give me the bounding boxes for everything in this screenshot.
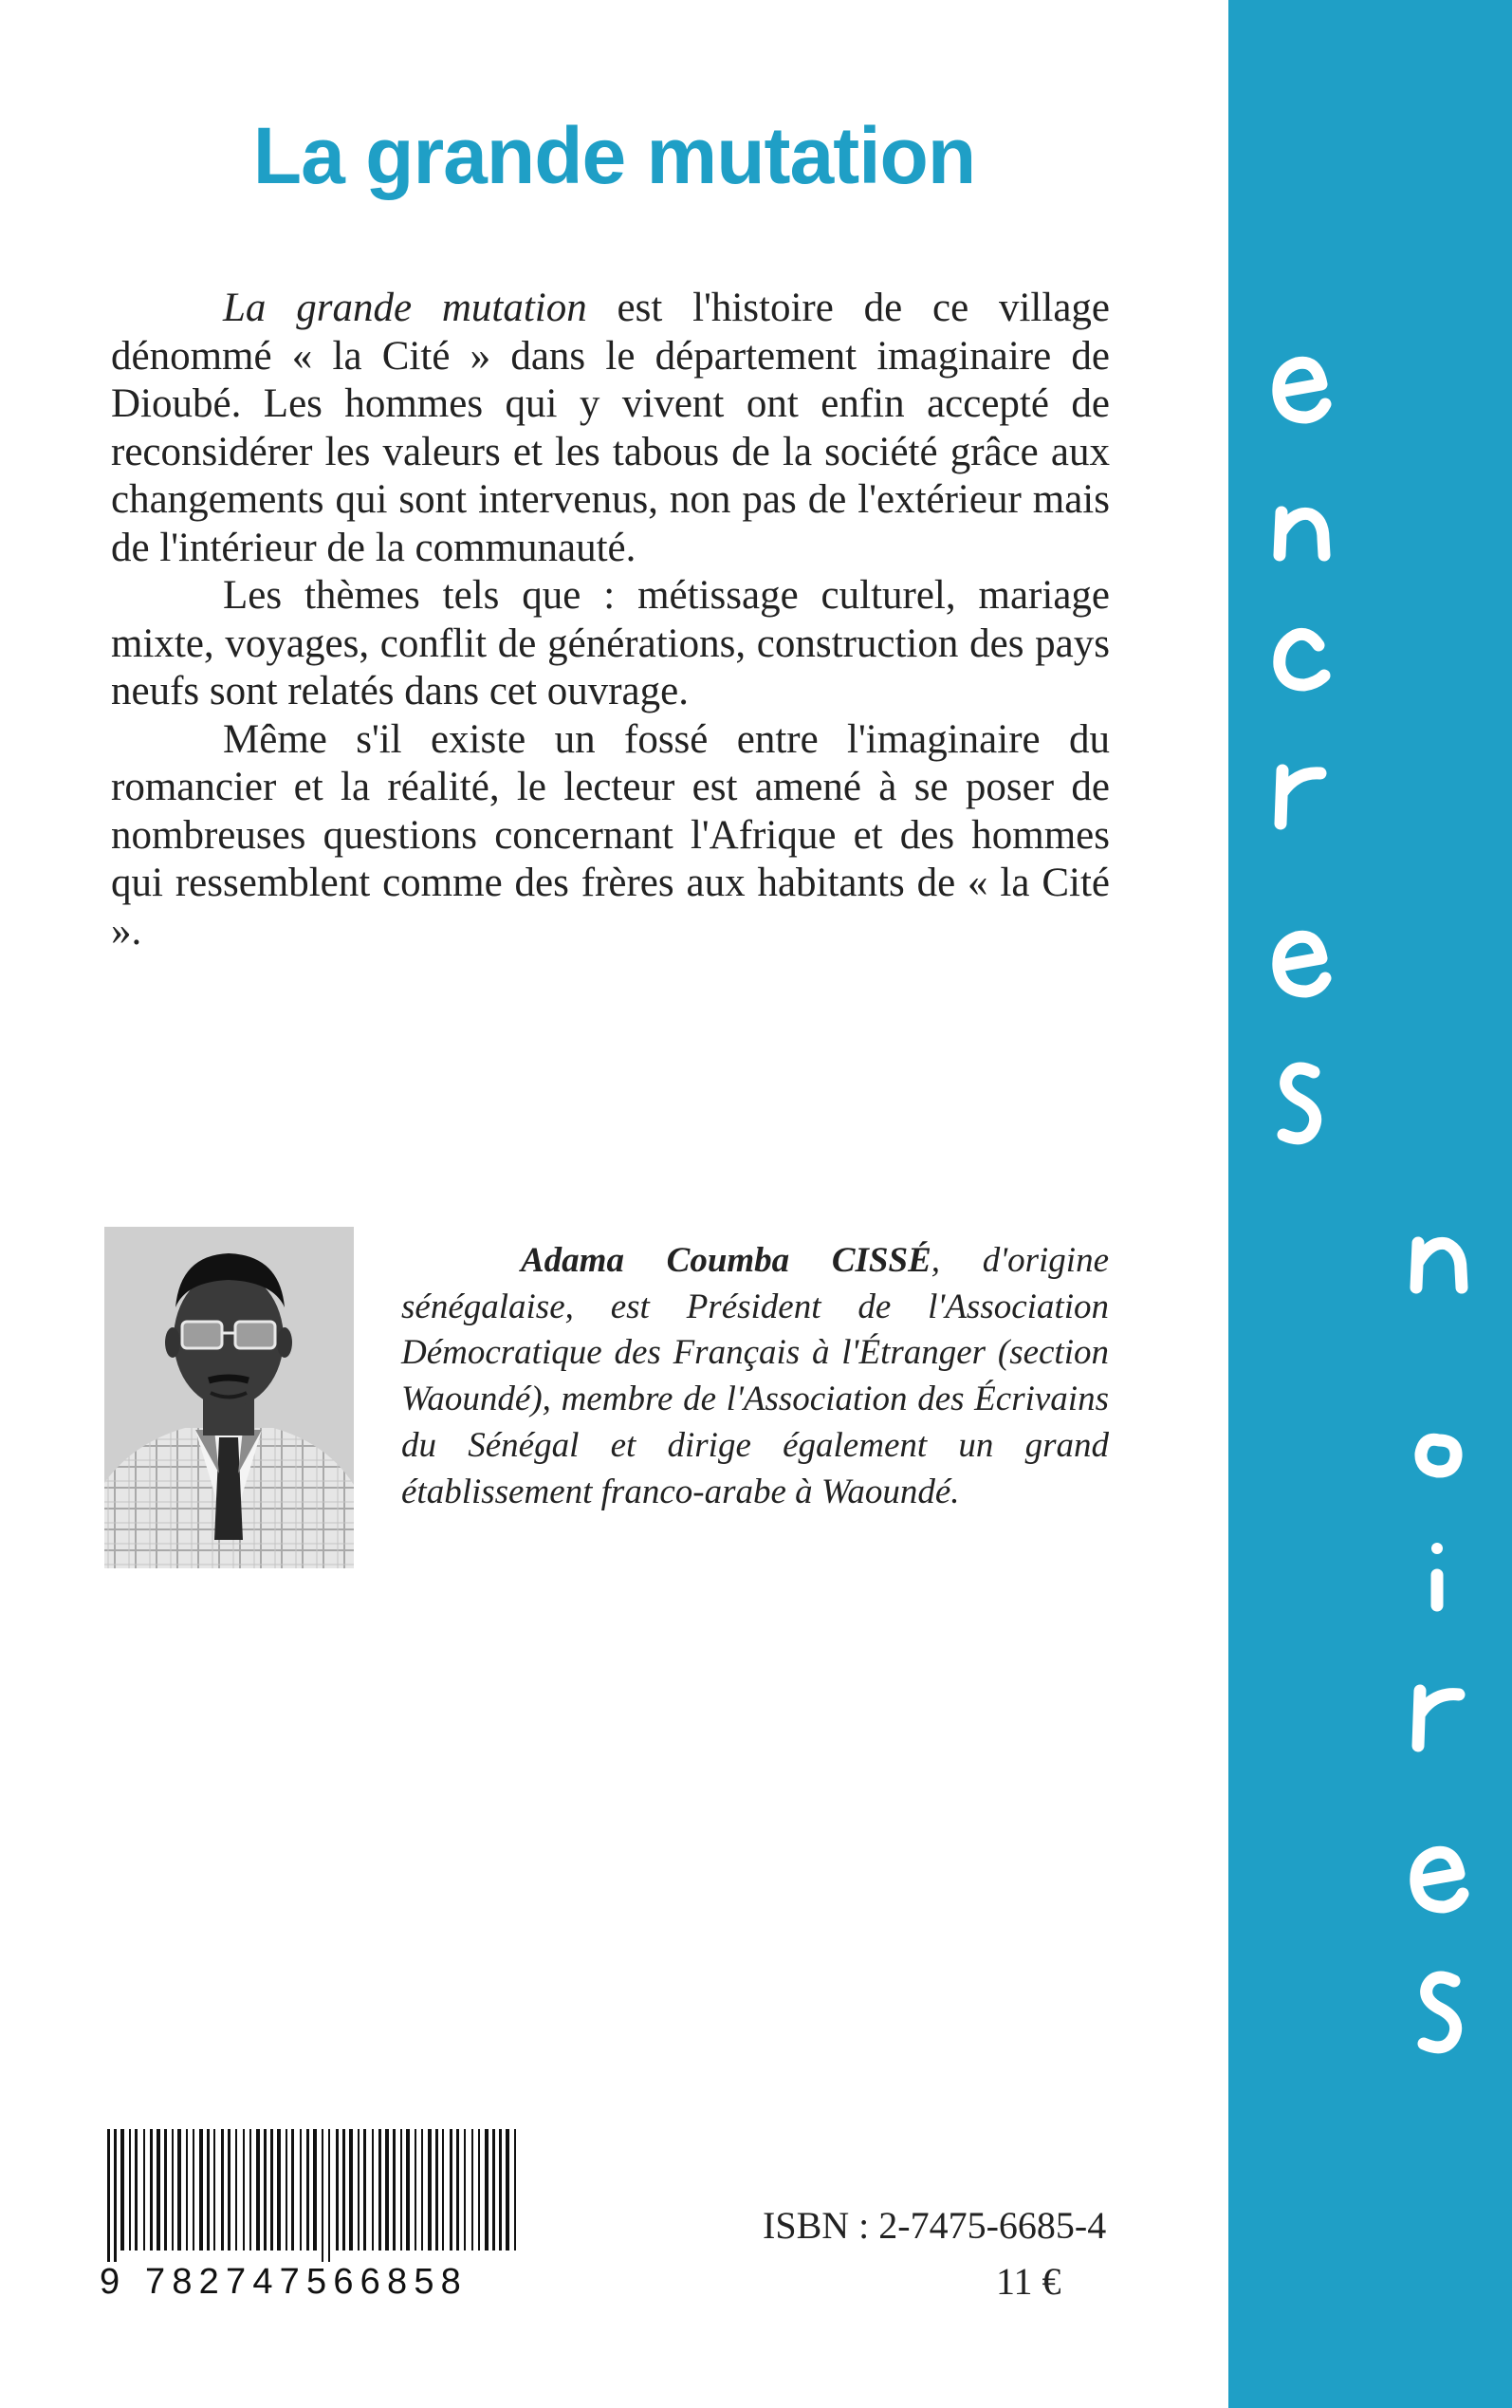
barcode-bar xyxy=(235,2129,237,2251)
barcode-bar xyxy=(249,2129,251,2251)
series-letter-e-3 xyxy=(1416,1852,1463,1907)
price: 11 € xyxy=(996,2260,1061,2303)
barcode-first-digit: 9 xyxy=(100,2262,120,2302)
barcode-bar xyxy=(385,2129,389,2251)
barcode-bar xyxy=(415,2129,416,2251)
author-name: Adama Coumba CISSÉ xyxy=(521,1241,931,1280)
barcode-bar xyxy=(363,2129,366,2251)
series-letter-e-2 xyxy=(1279,936,1325,991)
barcode-bar xyxy=(186,2129,188,2251)
barcode xyxy=(100,2129,526,2262)
barcode-bar xyxy=(471,2129,473,2251)
barcode-bar xyxy=(150,2129,153,2251)
barcode-bar xyxy=(406,2129,410,2251)
barcode-bar xyxy=(177,2129,181,2251)
barcode-bar xyxy=(120,2129,124,2251)
synopsis-paragraph-3: Même s'il existe un fossé entre l'imaginaire du romancier et la réalité, le lecteur est amené à se poser de nombreuses questions concernant l'Afrique et des hommes qui ressemblent comme des frères aux habitants de « la Cité ». xyxy=(111,716,1110,954)
barcode-bar xyxy=(199,2129,203,2251)
synopsis-paragraph-1 xyxy=(111,285,1110,572)
barcode-bar xyxy=(172,2129,174,2251)
barcode-bar xyxy=(378,2129,381,2251)
barcode-bar xyxy=(342,2129,345,2251)
barcode-digits: 782747566858 xyxy=(145,2262,469,2302)
series-letter-i-dot xyxy=(1431,1543,1443,1554)
series-letter-n xyxy=(1280,512,1324,555)
barcode-bar xyxy=(393,2129,396,2251)
barcode-bar xyxy=(450,2129,452,2251)
barcode-bar xyxy=(336,2129,339,2251)
series-letter-o xyxy=(1421,1439,1456,1472)
synopsis xyxy=(111,285,1110,955)
series-letter-e xyxy=(1279,362,1325,417)
barcode-bar xyxy=(478,2129,480,2251)
author-bio xyxy=(401,1238,1109,1515)
series-letter-c xyxy=(1280,634,1324,685)
author-bio-text: , d'origine sénégalaise, est Président de l'Association Démocratique des Français à l'Étranger (section Waoundé), membre de l'Association des Écrivains du Sénégal et dirige également un grand établissement franco-arabe à Waoundé. xyxy=(401,1241,1110,1511)
barcode-bar xyxy=(228,2129,230,2251)
isbn: ISBN : 2-7475-6685-4 xyxy=(763,2204,1107,2247)
barcode-bar xyxy=(328,2129,330,2262)
barcode-bar xyxy=(506,2129,509,2251)
barcode-bar xyxy=(322,2129,323,2262)
barcode-bar xyxy=(221,2129,224,2251)
author-photo xyxy=(104,1227,354,1568)
barcode-bar xyxy=(485,2129,489,2251)
series-band xyxy=(1228,0,1512,2408)
barcode-bar xyxy=(135,2129,138,2251)
synopsis-paragraph-1-text: est l'histoire de ce village dénommé « la Cité » dans le département imaginaire de Dioubé. Les hommes qui y vivent ont enfin accepté de reconsidérer les valeurs et les tabous de la société grâce aux changements qui sont intervenus, non pas de l'extérieur mais de l'intérieur de la communauté. xyxy=(111,286,1110,570)
series-letter-n-2 xyxy=(1416,1243,1462,1287)
barcode-bar xyxy=(442,2129,444,2251)
barcode-bar xyxy=(256,2129,260,2251)
barcode-bar xyxy=(306,2129,309,2251)
synopsis-paragraph-2: Les thèmes tels que : métissage culturel, mariage mixte, voyages, conflit de générations, construction des pays neufs sont relatés dans cet ouvrage. xyxy=(111,573,1110,713)
barcode-bar xyxy=(400,2129,402,2251)
barcode-bar xyxy=(107,2129,110,2262)
barcode-bar xyxy=(291,2129,294,2251)
barcode-bar xyxy=(143,2129,145,2251)
barcode-bar xyxy=(514,2129,516,2251)
barcode-bar xyxy=(428,2129,432,2251)
barcode-bar xyxy=(129,2129,131,2251)
barcode-bar xyxy=(464,2129,466,2251)
barcode-bar xyxy=(358,2129,360,2251)
barcode-number xyxy=(100,2262,526,2304)
barcode-bar xyxy=(286,2129,287,2251)
barcode-bar xyxy=(435,2129,438,2251)
barcode-bar xyxy=(300,2129,302,2251)
barcode-bar xyxy=(164,2129,167,2251)
barcode-bar xyxy=(277,2129,281,2251)
series-letter-s-2 xyxy=(1424,1977,1456,2047)
synopsis-title-italic: La grande mutation xyxy=(223,286,587,330)
barcode-bar xyxy=(313,2129,317,2251)
series-letter-r-2 xyxy=(1418,1691,1459,1746)
barcode-bar xyxy=(157,2129,160,2251)
barcode-bar xyxy=(421,2129,423,2251)
barcode-bar xyxy=(213,2129,215,2251)
barcode-bar xyxy=(243,2129,245,2251)
series-letter-s xyxy=(1283,1068,1316,1139)
series-letter-r xyxy=(1281,770,1320,824)
barcode-bar xyxy=(372,2129,374,2251)
barcode-bar xyxy=(193,2129,194,2251)
barcode-bar xyxy=(207,2129,210,2251)
barcode-bar xyxy=(264,2129,267,2251)
series-lettering xyxy=(1228,0,1512,2408)
barcode-bar xyxy=(456,2129,459,2251)
barcode-bar xyxy=(114,2129,117,2262)
barcode-bar xyxy=(349,2129,353,2251)
barcode-bar xyxy=(499,2129,502,2251)
book-title: La grande mutation xyxy=(252,111,976,200)
barcode-bar xyxy=(492,2129,495,2251)
barcode-bar xyxy=(270,2129,273,2251)
